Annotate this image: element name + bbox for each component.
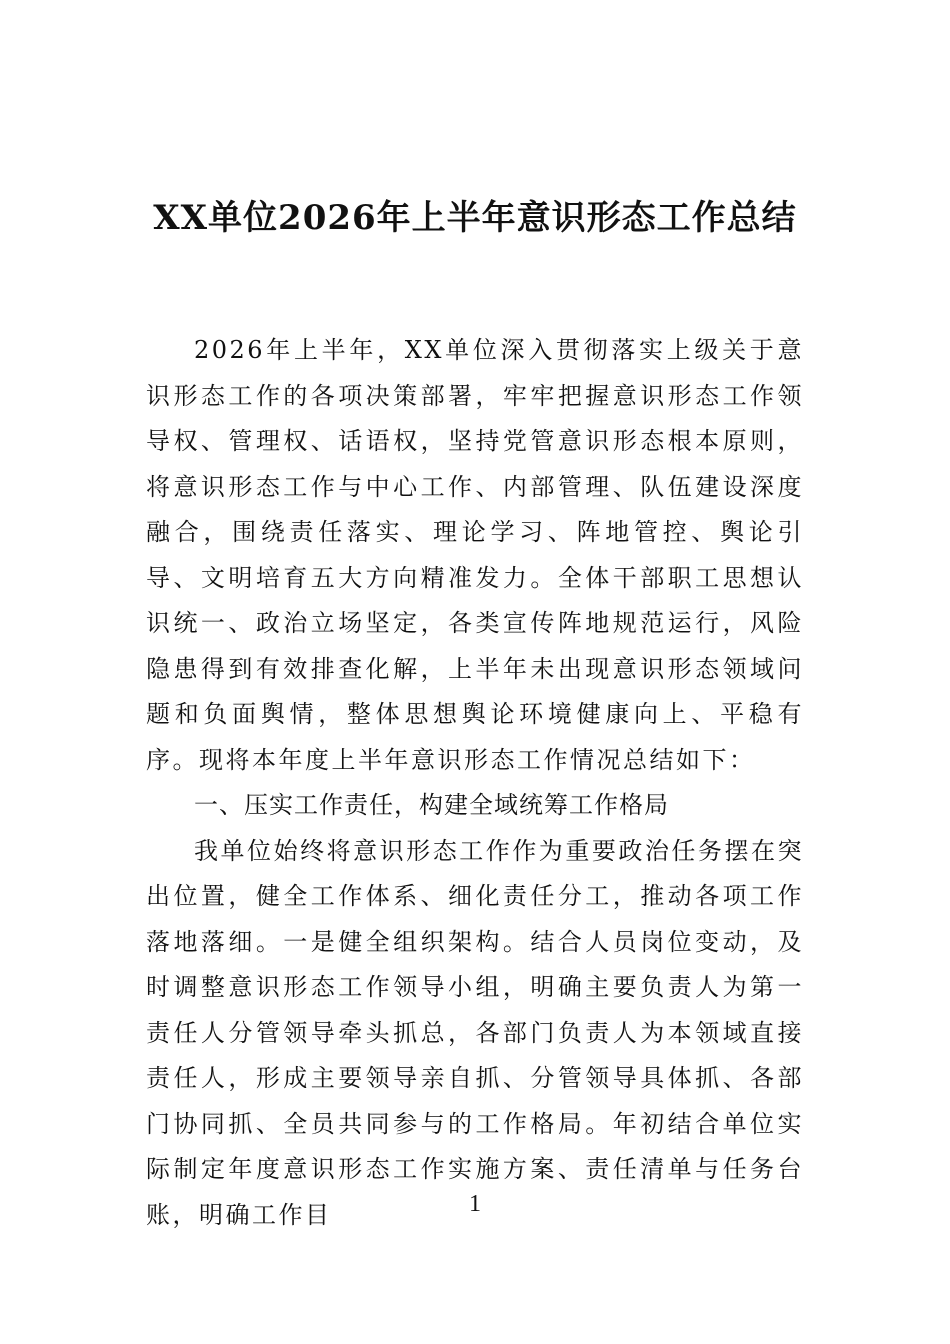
section-heading: 一、压实工作责任，构建全域统筹工作格局 [194, 791, 669, 819]
document-body [146, 328, 804, 1238]
page-number: 1 [469, 1191, 481, 1217]
intro-paragraph: 2026年上半年，XX单位深入贯彻落实上级关于意识形态工作的各项决策部署，牢牢把握意识形态工作领导权、管理权、话语权，坚持党管意识形态根本原则，将意识形态工作与中心工作、内部管理、队伍建设深度融合，围绕责任落实、理论学习、阵地管控、舆论引导、文明培育五大方向精准发力。全体干部职工思想认识统一、政治立场坚定，各类宣传阵地规范运行，风险隐患得到有效排查化解，上半年未出现意识形态领域问题和负面舆情，整体思想舆论环境健康向上、平稳有序。现将本年度上半年意识形态工作情况总结如下： [146, 336, 804, 774]
document-title: XX单位2026年上半年意识形态工作总结 [153, 198, 797, 238]
section-paragraph: 我单位始终将意识形态工作作为重要政治任务摆在突出位置，健全工作体系、细化责任分工，推动各项工作落地落细。一是健全组织架构。结合人员岗位变动，及时调整意识形态工作领导小组，明确主要负责人为第一责任人分管领导牵头抓总，各部门负责人为本领域直接责任人，形成主要领导亲自抓、分管领导具体抓、各部门协同抓、全员共同参与的工作格局。年初结合单位实际制定年度意识形态工作实施方案、责任清单与任务台账，明确工作目 [146, 836, 804, 1229]
